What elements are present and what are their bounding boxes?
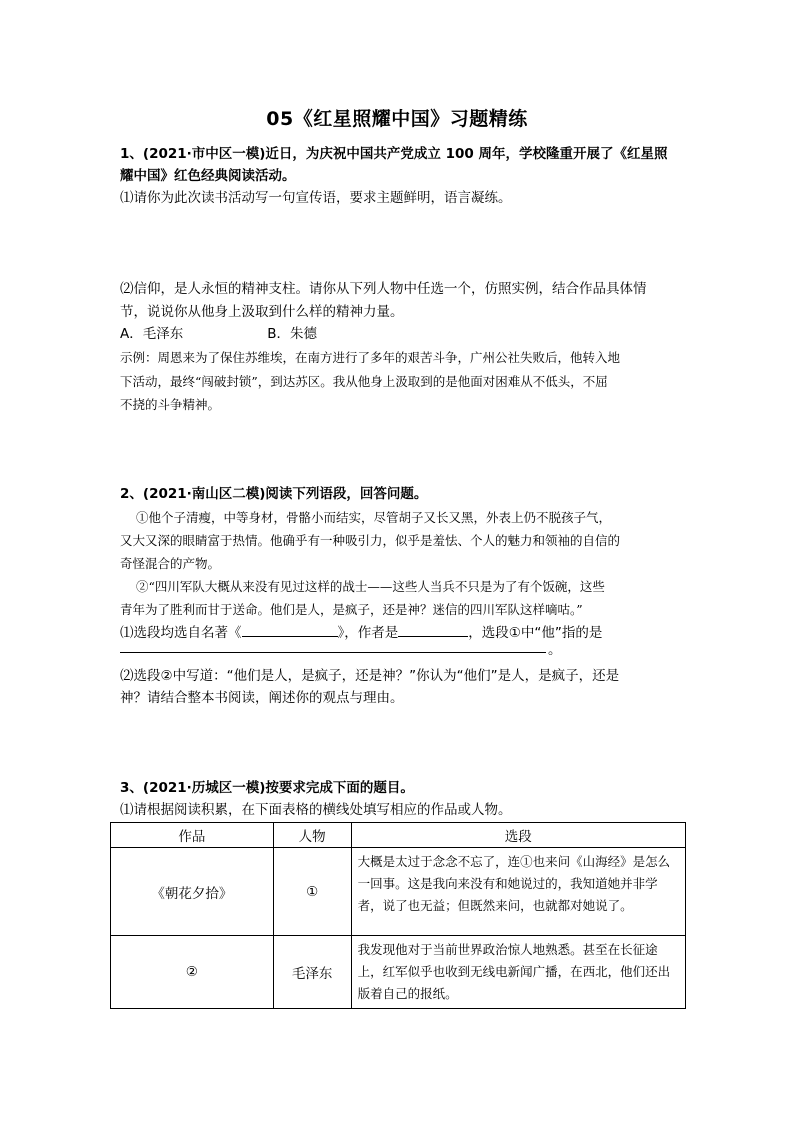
row2-excerpt: 我发现他对于当前世界政治惊人地熟悉。甚至在长征途上，红军似乎也收到无线电新闻广播，在西北，他们还出版着自己的报纸。 [351, 936, 685, 1009]
header-excerpt: 选段 [351, 823, 685, 848]
row1-person-blank[interactable]: ① [273, 848, 351, 936]
q2-passage1-line-2: 又大又深的眼睛富于热情。他确乎有一种吸引力，似乎是羞怯、个人的魅力和领袖的自信的 [120, 533, 621, 548]
author-blank[interactable] [398, 620, 468, 637]
q2-sub1: ⑴选段均选自名著《 》，作者是 ，选段①中“他”指的是 [120, 620, 690, 645]
row2-work-blank[interactable]: ② [111, 936, 274, 1009]
q3-stem: 3、(2021·历城区一模)按要求完成下面的题目。 [120, 780, 414, 796]
q1-example-line-1: 示例：周恩来为了保住苏维埃，在南方进行了多年的艰苦斗争，广州公社失败后，他转入地 [120, 350, 621, 365]
q2-sub2-line-1: ⑵选段②中写道：“他们是人，是疯子，还是神？”你认为“他们”是人，是疯子，还是 [120, 668, 620, 684]
q1-sub1: ⑴请你为此次读书活动写一句宣传语，要求主题鲜明，语言凝练。 [120, 190, 512, 206]
q2-passage1-line-1: ①他个子清瘦，中等身材，骨骼小而结实，尽管胡子又长又黑，外表上仍不脱孩子气， [136, 510, 612, 525]
person-answer-blank[interactable] [120, 652, 546, 653]
q2-passage2-line-1: ②“四川军队大概从来没有见过这样的战士——这些人当兵不只是为了有个饭碗，这些 [136, 579, 605, 594]
book-title-blank[interactable] [242, 620, 338, 637]
q3-sub1: ⑴请根据阅读积累，在下面表格的横线处填写相应的作品或人物。 [120, 802, 512, 818]
table-header-row [111, 823, 686, 848]
q1-example-line-2: 下活动，最终“闯破封锁”，到达苏区。我从他身上汲取到的是他面对困难从不低头，不屈 [120, 374, 608, 389]
option-b: B．朱德 [267, 326, 318, 342]
q1-stem-line-2: 耀中国》红色经典阅读活动。 [120, 168, 296, 184]
q1-options [120, 322, 690, 346]
header-person: 人物 [273, 823, 351, 848]
table-row [111, 848, 686, 936]
q2-sub2-line-2: 神？请结合整本书阅读，阐述你的观点与理由。 [120, 690, 404, 706]
table-row [111, 936, 686, 1009]
row2-person: 毛泽东 [273, 936, 351, 1009]
row1-excerpt: 大概是太过于念念不忘了，连①也来问《山海经》是怎么一回事。这是我向来没有和她说过的，我知道她并非学者，说了也无益；但既然来问，也就都对她说了。 [351, 848, 685, 936]
q1-stem-line-1: 1、(2021·市中区一模)近日，为庆祝中国共产党成立 100 周年，学校隆重开展了《红星照 [120, 146, 668, 162]
q3-table [110, 822, 686, 1009]
q2-sub1-end: 。 [548, 642, 562, 658]
q1-example-line-3: 不挠的斗争精神。 [120, 397, 221, 412]
q2-stem: 2、(2021·南山区二模)阅读下列语段，回答问题。 [120, 486, 428, 502]
q1-sub2-line-1: ⑵信仰，是人永恒的精神支柱。请你从下列人物中任选一个，仿照实例，结合作品具体情 [120, 281, 647, 297]
header-work: 作品 [111, 823, 274, 848]
q2-passage1-line-3: 奇怪混合的产物。 [120, 556, 221, 571]
row1-work: 《朝花夕拾》 [111, 848, 274, 936]
page-title: 05《红星照耀中国》习题精练 [266, 108, 528, 130]
option-a: A．毛泽东 [120, 326, 184, 342]
q2-passage2-line-2: 青年为了胜利而甘于送命。他们是人，是疯子，还是神？迷信的四川军队这样嘀咕。” [120, 602, 583, 617]
q1-sub2-line-2: 节，说说你从他身上汲取到什么样的精神力量。 [120, 304, 404, 320]
